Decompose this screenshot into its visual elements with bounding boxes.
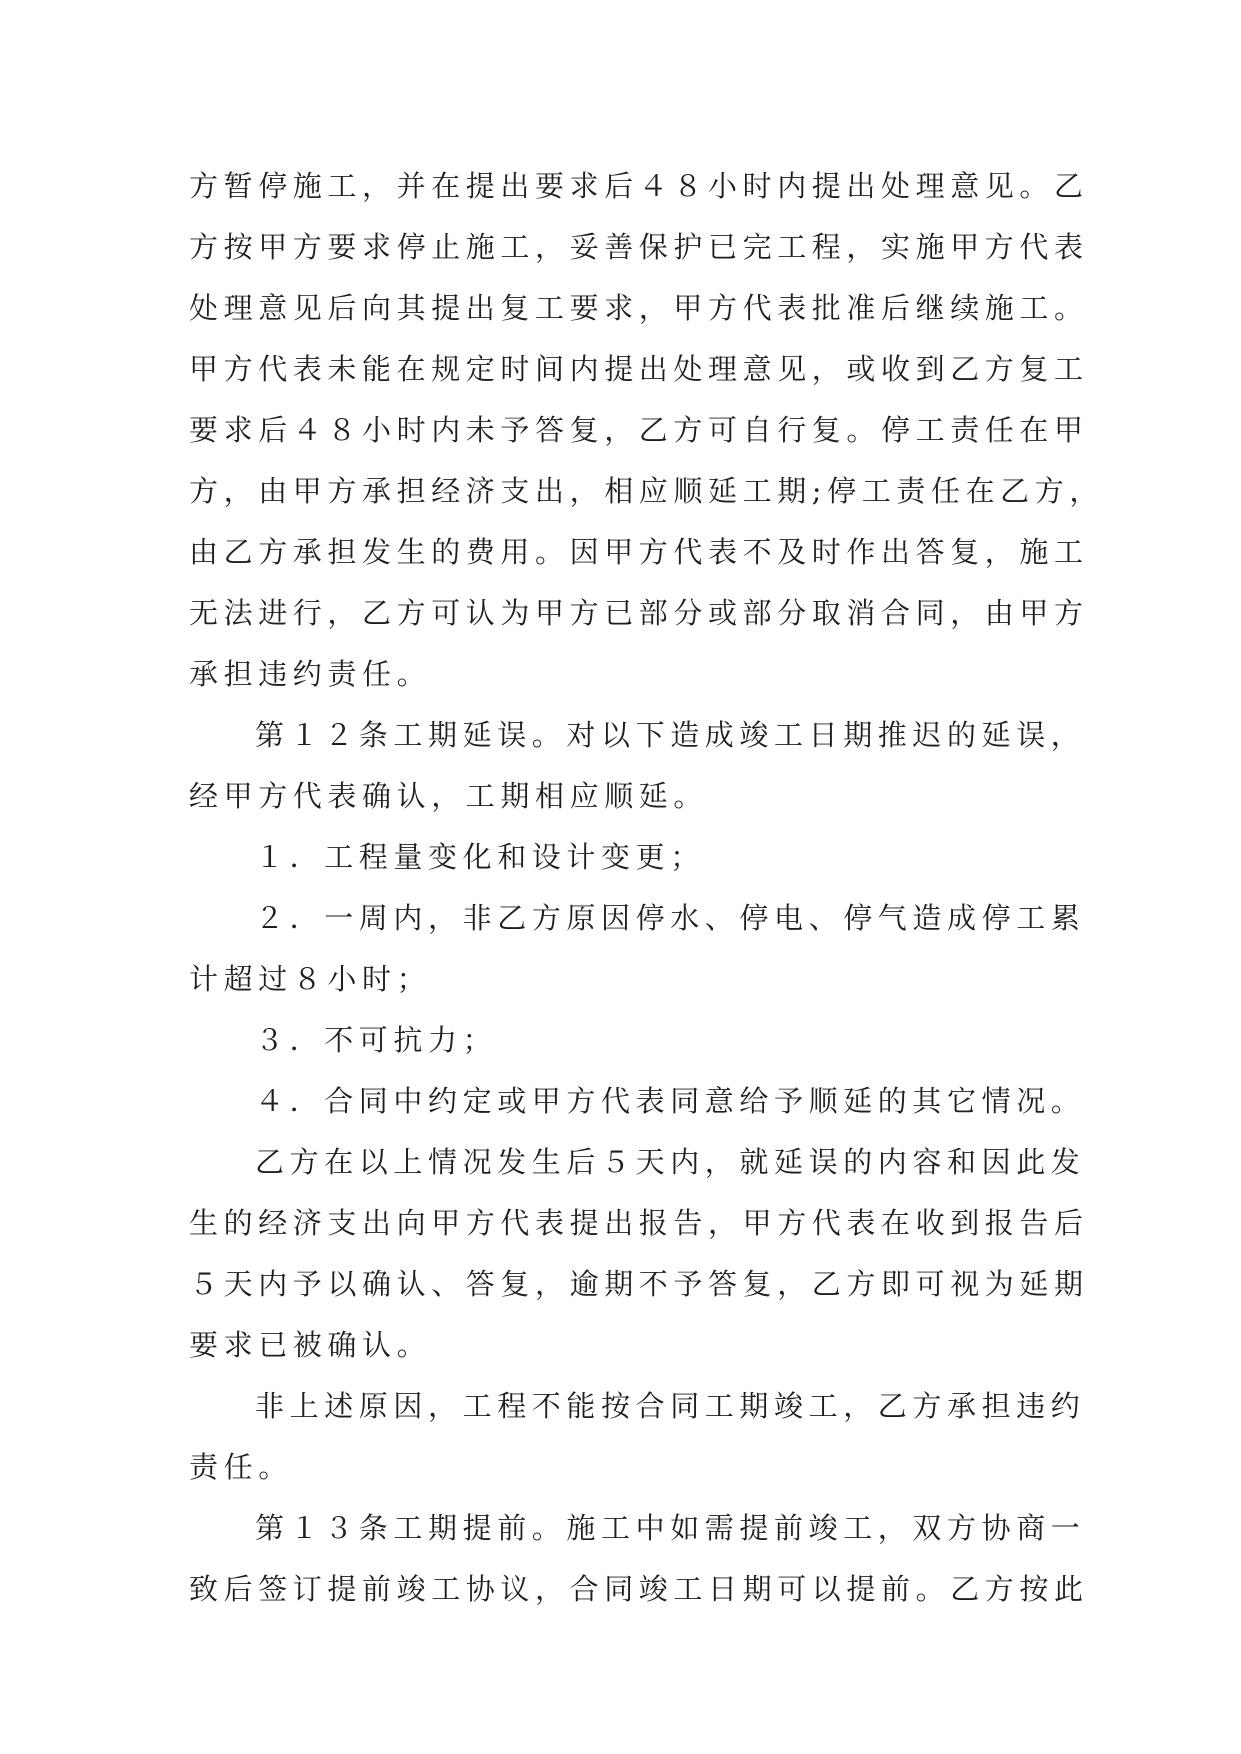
text-line: 承担违约责任。 [189,657,432,691]
paragraph-start: 非上述原因，工程不能按合同工期竣工，乙方承担违约 [255,1389,1086,1423]
article-13-heading: 第１３条工期提前。施工中如需提前竣工，双方协商一 [255,1511,1086,1545]
text-line: 计超过８小时； [189,962,432,996]
text-line: 由乙方承担发生的费用。因甲方代表不及时作出答复，施工 [189,535,1089,569]
list-item-1: １．工程量变化和设计变更； [255,840,705,874]
text-line: 无法进行，乙方可认为甲方已部分或部分取消合同，由甲方 [189,596,1089,630]
article-12-heading: 第１２条工期延误。对以下造成竣工日期推迟的延误， [255,718,1086,752]
list-item-3: ３．不可抗力； [255,1023,498,1057]
text-line: 要求后４８小时内未予答复，乙方可自行复。停工责任在甲 [189,413,1089,447]
list-item-2: ２．一周内，非乙方原因停水、停电、停气造成停工累 [255,901,1086,935]
text-line: ５天内予以确认、答复，逾期不予答复，乙方即可视为延期 [189,1267,1089,1301]
text-line: 方按甲方要求停止施工，妥善保护已完工程，实施甲方代表 [189,230,1089,264]
text-line: 方，由甲方承担经济支出，相应顺延工期;停工责任在乙方， [189,474,1104,508]
text-line: 处理意见后向其提出复工要求，甲方代表批准后继续施工。 [189,291,1089,325]
text-line: 甲方代表未能在规定时间内提出处理意见，或收到乙方复工 [189,352,1089,386]
text-line: 致后签订提前竣工协议，合同竣工日期可以提前。乙方按此 [189,1572,1089,1606]
paragraph-start: 乙方在以上情况发生后５天内，就延误的内容和因此发 [255,1145,1086,1179]
list-item-4: ４．合同中约定或甲方代表同意给予顺延的其它情况。 [255,1084,1086,1118]
text-line: 经甲方代表确认，工期相应顺延。 [189,779,709,813]
text-line: 方暂停施工，并在提出要求后４８小时内提出处理意见。乙 [189,169,1089,203]
text-line: 要求已被确认。 [189,1328,432,1362]
text-line: 责任。 [189,1450,293,1484]
document-body [189,156,1104,1620]
text-line: 生的经济支出向甲方代表提出报告，甲方代表在收到报告后 [189,1206,1089,1240]
